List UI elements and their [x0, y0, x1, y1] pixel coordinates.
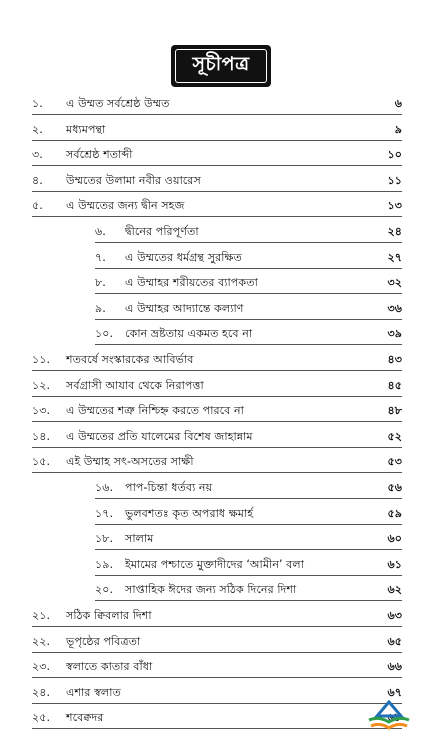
toc-row — [32, 399, 402, 423]
toc-entry-page: ৪৫ — [387, 378, 402, 392]
toc-entry-page: ১০ — [387, 148, 402, 162]
toc-entry-number: ২৫. — [32, 711, 51, 725]
toc-entry-label: দ্বীনের পরিপূর্ণতা — [125, 225, 199, 238]
toc-title: সূচীপত্র — [192, 53, 250, 75]
toc-entry-number: ২২. — [32, 634, 51, 648]
toc-entry-page: ৬১ — [387, 557, 402, 571]
toc-entry-page: ৩৯ — [387, 327, 402, 341]
toc-row-rule — [95, 293, 402, 294]
toc-entry-page: ৫২ — [387, 429, 402, 443]
toc-entry-number: ২১. — [32, 609, 51, 622]
toc-entry-page: ৫৬ — [387, 481, 402, 494]
toc-row — [95, 271, 402, 295]
toc-entry-label: এ উম্মতের প্রতি যালেমের বিশেষ জাহান্নাম — [66, 429, 253, 443]
toc-row — [32, 681, 402, 705]
toc-entry-label: শতবর্ষে সংস্কারকের আবির্ভাব — [66, 353, 194, 366]
toc-entry-page: ১৩ — [387, 199, 402, 213]
toc-entry-label: কোন ভ্রষ্টতায় একমত হবে না — [125, 327, 253, 341]
toc-entry-page: ৬০ — [387, 532, 402, 546]
toc-entry-label: শবেক্বদর — [66, 711, 104, 725]
toc-entry-page: ১১ — [387, 173, 402, 187]
toc-entry-label: পাপ-চিন্তা ধর্তব্য নয় — [125, 481, 213, 494]
toc-entry-page: ২৭ — [387, 250, 402, 264]
toc-entry-number: ৭. — [95, 250, 106, 264]
toc-entry-page: ৪৮ — [387, 404, 402, 418]
toc-entry-label: সর্বশ্রেষ্ঠ শতাব্দী — [66, 148, 133, 162]
toc-entry-page: ৯ — [394, 122, 402, 136]
toc-row — [32, 374, 402, 398]
toc-entry-number: ১৫. — [32, 455, 51, 469]
toc-entry-number: ৮. — [95, 276, 106, 290]
toc-row-rule — [95, 319, 402, 320]
toc-row-rule — [95, 524, 402, 525]
toc-row-rule — [32, 703, 402, 704]
toc-row-rule — [95, 575, 402, 576]
toc-row — [32, 604, 402, 628]
toc-entry-number: ১৭. — [95, 506, 114, 520]
toc-row-rule — [95, 549, 402, 550]
toc-entry-page: ৬২ — [387, 583, 402, 597]
toc-entry-label: এ উম্মাহর শরীয়তের ব্যাপকতা — [125, 276, 258, 290]
toc-row — [95, 578, 402, 602]
toc-entry-page: ৬ — [394, 97, 402, 110]
toc-entry-number: ১৩. — [32, 404, 51, 418]
toc-entry-label: ভুলবশতঃ কৃত অপরাধ ক্ষমার্হ — [125, 506, 254, 520]
toc-row-rule — [95, 600, 402, 601]
toc-entry-number: ১০. — [95, 327, 114, 341]
toc-row-rule — [32, 447, 402, 448]
toc-row-rule — [32, 370, 402, 371]
toc-entry-number: ৬. — [95, 225, 106, 238]
toc-row — [95, 220, 402, 244]
toc-entry-number: ৯. — [95, 301, 106, 315]
toc-entry-number: ১৮. — [95, 532, 114, 546]
toc-entry-label: স্বলাতে কাতার বাঁধা — [66, 660, 153, 674]
toc-entry-label: সালাম — [125, 532, 154, 546]
toc-entry-page: ৬৬ — [387, 660, 402, 674]
toc-row — [95, 553, 402, 577]
toc-row — [32, 450, 402, 474]
toc-row-rule — [32, 626, 402, 627]
toc-entry-label: এই উম্মাহ সৎ-অসতের সাক্ষী — [66, 455, 194, 469]
toc-row-rule — [32, 396, 402, 397]
toc-entry-label: এ উম্মতের জন্য দ্বীন সহজ — [66, 199, 185, 213]
toc-entry-page: ৬৩ — [387, 609, 402, 622]
toc-row-rule — [95, 498, 402, 499]
toc-row-rule — [32, 140, 402, 141]
toc-row-rule — [32, 216, 402, 217]
toc-entry-label: সাপ্তাহিক ঈদের জন্য সঠিক দিনের দিশা — [125, 583, 297, 597]
toc-row — [32, 655, 402, 679]
toc-row-rule — [95, 242, 402, 243]
toc-entry-page: ৫৩ — [387, 455, 402, 469]
toc-entry-label: ইমামের পশ্চাতে মুক্তাদীদের ‘আমীন’ বলা — [125, 557, 304, 571]
toc-entry-page: ৩২ — [387, 276, 402, 290]
publisher-logo-icon — [365, 700, 413, 730]
toc-row — [95, 297, 402, 321]
toc-entry-number: ৫. — [32, 199, 43, 213]
toc-entry-label: এ উম্মতের শত্রু নিশ্চিহ্ন করতে পারবে না — [66, 404, 244, 418]
toc-entry-number: ১. — [32, 97, 43, 110]
toc-entry-number: ১৬. — [95, 481, 114, 494]
toc-row-rule — [32, 114, 402, 115]
toc-entry-number: ২. — [32, 122, 43, 136]
toc-entry-label: এ উম্মাহর আদ্যান্তে কল্যাণ — [125, 301, 244, 315]
toc-entry-page: ৬৮ — [387, 711, 402, 725]
toc-entry-label: এ উম্মত সর্বশ্রেষ্ঠ উম্মত — [66, 97, 170, 110]
toc-entry-number: ১৯. — [95, 557, 114, 571]
toc-row — [32, 118, 402, 142]
toc-entry-number: ১৪. — [32, 429, 51, 443]
toc-row-rule — [32, 191, 402, 192]
toc-row-rule — [32, 165, 402, 166]
toc-entry-number: ১১. — [32, 353, 51, 366]
toc-entry-page: ২৪ — [387, 225, 402, 238]
toc-row — [32, 630, 402, 654]
toc-entry-page: ৪৩ — [387, 353, 402, 366]
toc-entry-page: ৬৭ — [387, 685, 402, 699]
toc-entry-number: ২০. — [95, 583, 114, 597]
toc-row — [32, 92, 402, 116]
toc-row-rule — [95, 268, 402, 269]
toc-entry-page: ৩৬ — [387, 301, 402, 315]
toc-row-rule — [32, 421, 402, 422]
toc-row — [32, 143, 402, 167]
toc-row — [95, 527, 402, 551]
toc-row — [95, 502, 402, 526]
toc-row — [32, 194, 402, 218]
toc-entry-page: ৫৯ — [387, 506, 402, 520]
toc-row-rule — [32, 472, 402, 473]
toc-entry-number: ১২. — [32, 378, 51, 392]
toc-row — [32, 706, 402, 730]
toc-row — [32, 169, 402, 193]
toc-entry-label: উম্মতের উলামা নবীর ওয়ারেস — [66, 173, 201, 187]
toc-row — [32, 348, 402, 372]
toc-row-rule — [32, 677, 402, 678]
toc-entry-number: ২৩. — [32, 660, 51, 674]
toc-entry-page: ৬৫ — [387, 634, 402, 648]
toc-entry-label: সঠিক ক্বিবলার দিশা — [66, 609, 152, 622]
toc-row — [95, 476, 402, 500]
toc-row — [95, 246, 402, 270]
toc-row-rule — [95, 344, 402, 345]
toc-entry-label: ভূপৃষ্ঠের পবিত্রতা — [66, 634, 141, 648]
toc-row-rule — [32, 652, 402, 653]
toc-entry-number: ২৪. — [32, 685, 51, 699]
toc-entry-label: এ উম্মতের ধর্মগ্রন্থ সুরক্ষিত — [125, 250, 242, 264]
toc-row-rule — [32, 728, 402, 729]
toc-entry-label: এশার স্বলাত — [66, 685, 121, 699]
toc-row — [95, 322, 402, 346]
toc-entry-label: সর্বগ্রাসী আযাব থেকে নিরাপত্তা — [66, 378, 204, 392]
toc-entry-number: ৩. — [32, 148, 43, 162]
toc-entry-number: ৪. — [32, 173, 43, 187]
toc-row — [32, 425, 402, 449]
toc-entry-label: মধ্যমপন্থা — [66, 122, 106, 136]
